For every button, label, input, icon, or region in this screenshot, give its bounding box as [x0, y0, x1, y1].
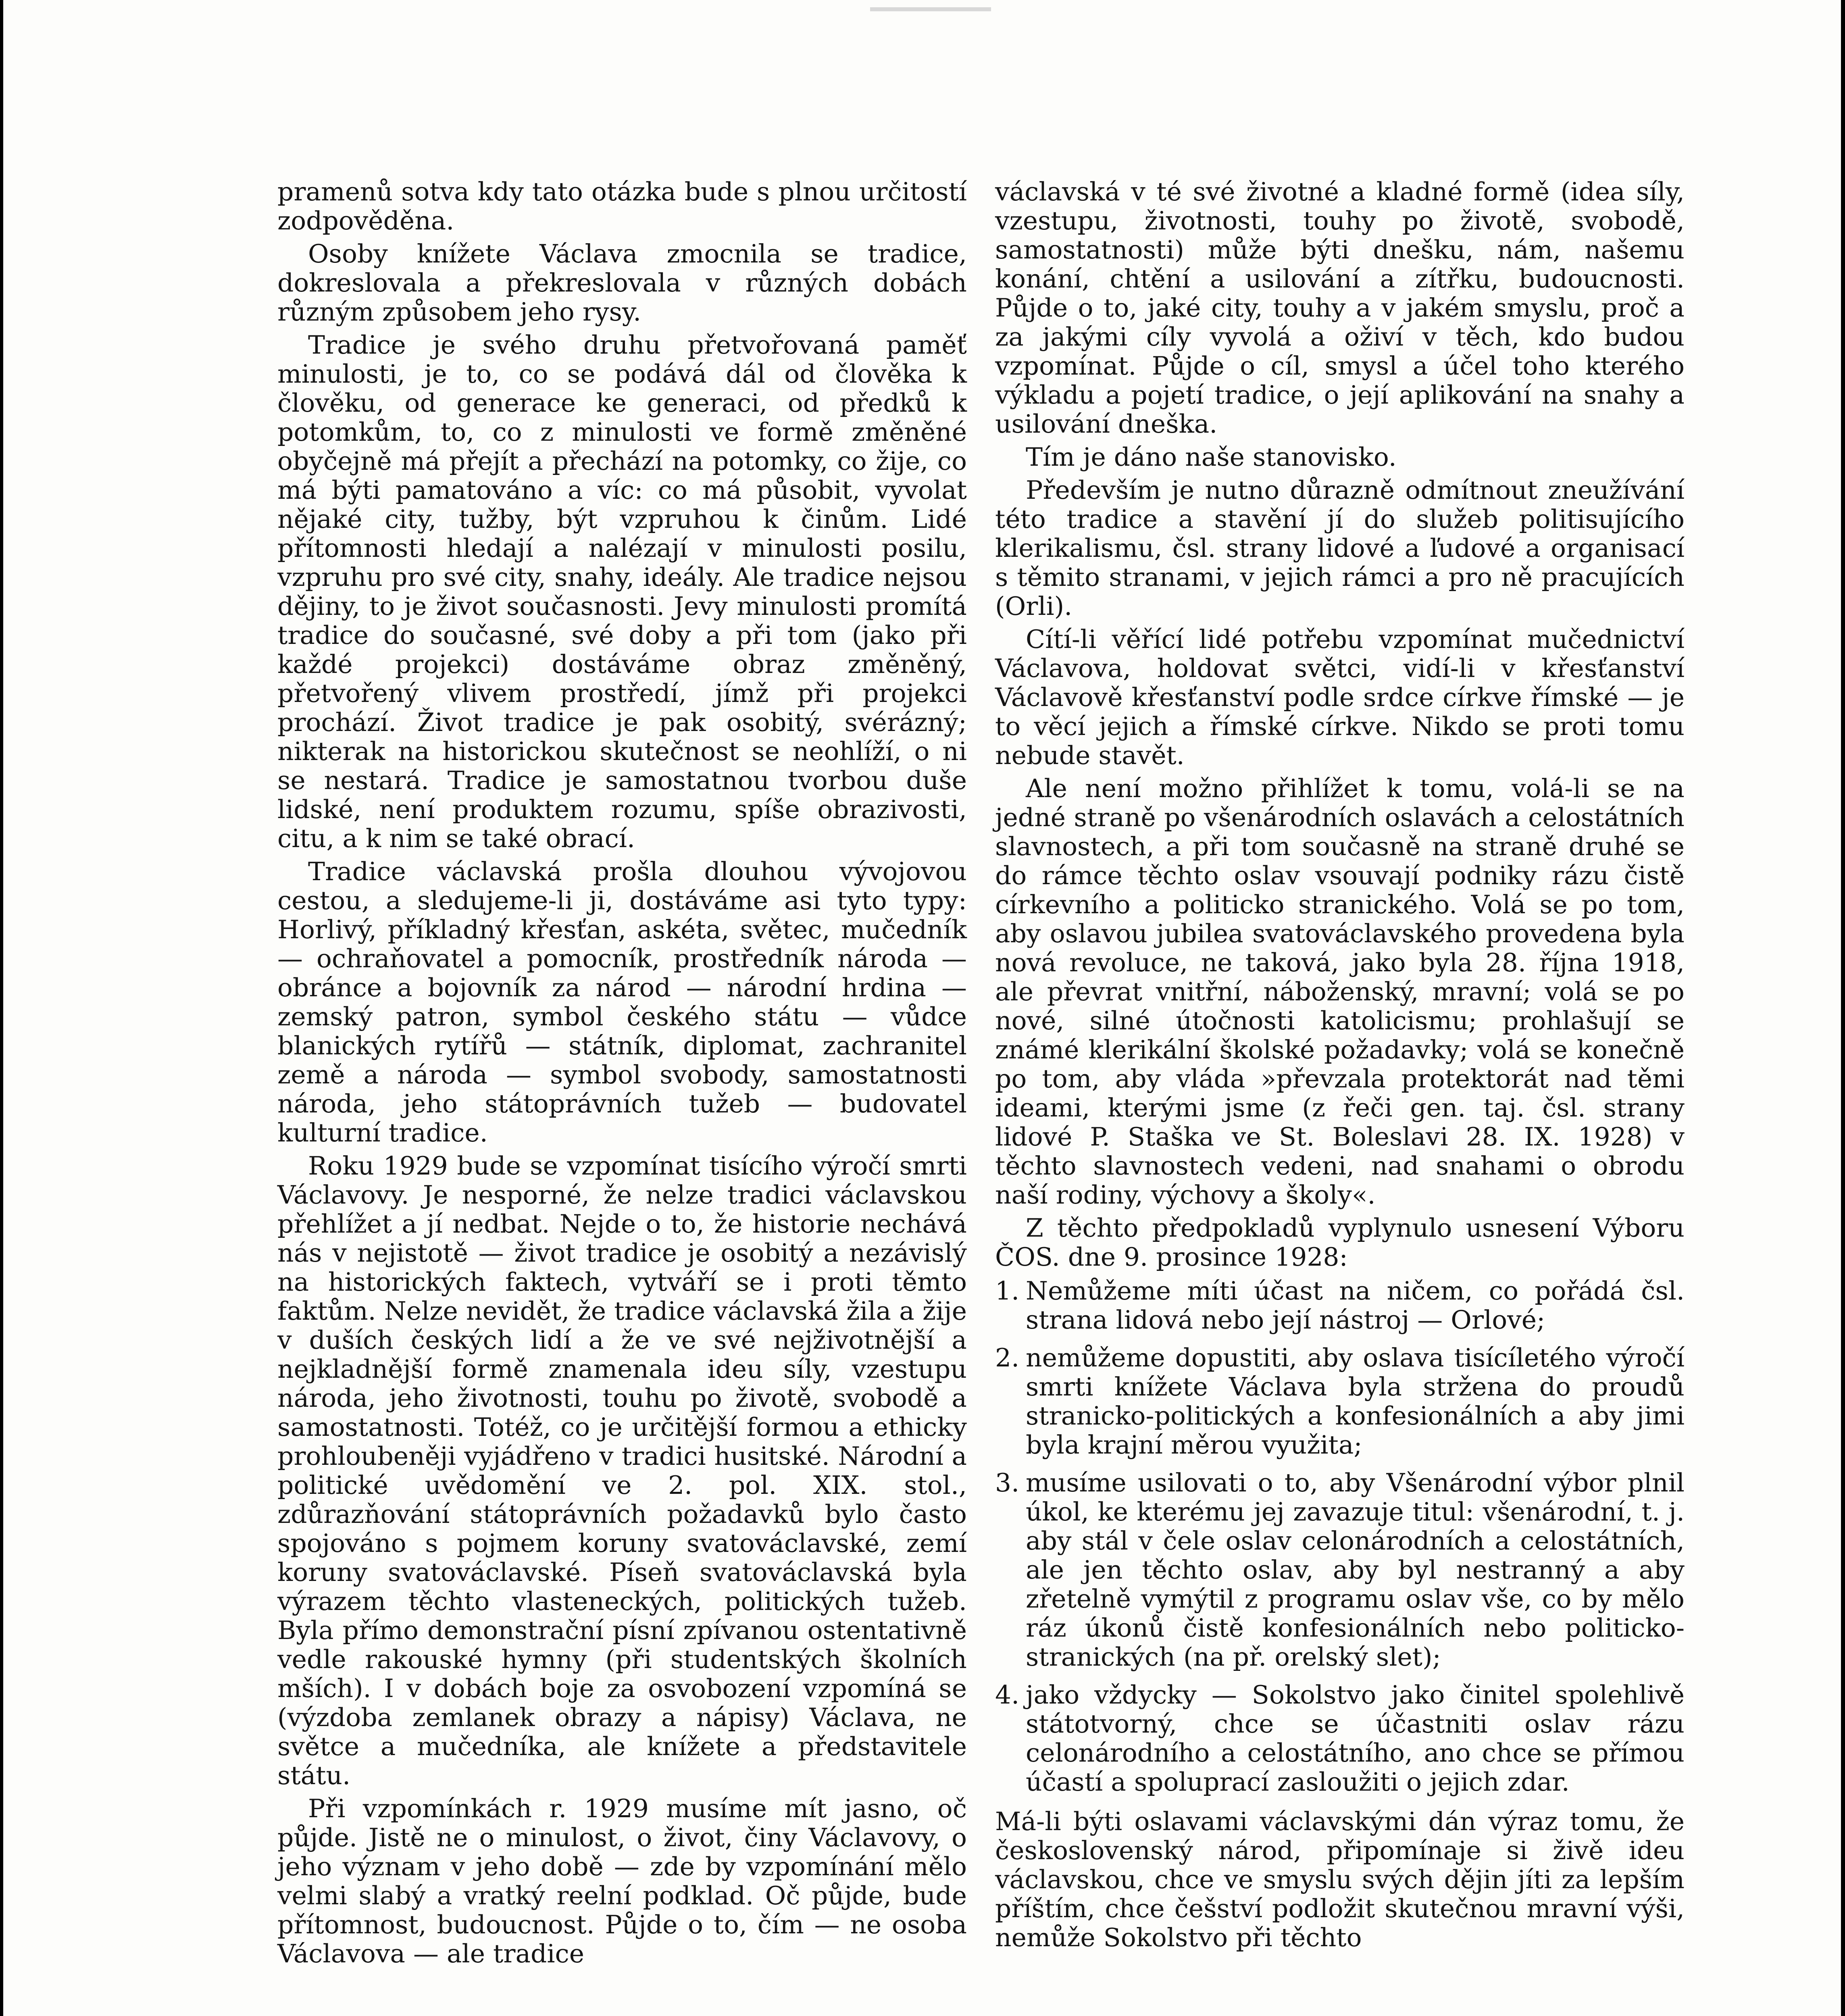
resolution-item-number: 3. [995, 1468, 1020, 1497]
top-scan-mark [870, 7, 991, 11]
right-paragraph-6: Z těchto předpokladů vyplynulo usnesení Výboru ČOS. dne 9. prosince 1928: [995, 1213, 1685, 1272]
left-paragraph-2: Osoby knížete Václava zmocnila se tradice, dokreslovala a překreslovala v různých dobách různým způsobem jeho rysy. [277, 239, 967, 327]
right-paragraph-7: Má-li býti oslavami václavskými dán výraz tomu, že československý národ, připomínaje si živě ideu václavskou, chce ve smyslu svých dějin jíti za lepším příštím, chce češství podložit skutečnou mravní výši, nemůže Sokolstvo při těchto [995, 1807, 1685, 1952]
resolution-item-number: 2. [995, 1343, 1020, 1372]
right-paragraph-3: Především je nutno důrazně odmítnout zneužívání této tradice a stavění jí do služeb politisujícího klerikalismu, čsl. strany lidové a ľudové a organisací s těmito stranami, v jejich rámci a pro ně pracujících (Orli). [995, 475, 1685, 621]
resolution-item-number: 4. [995, 1680, 1020, 1710]
resolution-item-text: jako vždycky — Sokolstvo jako činitel spolehlivě státotvorný, chce se účastniti oslav rázu celonárodního a celostátního, ano chce se přímou účastí a spoluprací zasloužiti o jejich zdar. [1026, 1680, 1685, 1797]
right-paragraph-2: Tím je dáno naše stanovisko. [1026, 442, 1397, 472]
right-paragraph-4: Cítí-li věřící lidé potřebu vzpomínat mučednictví Václavova, holdovat světci, vidí-li v křesťanství Václavově křesťanství podle srdce církve římské — je to věcí jejich a římské církve. Nikdo se proti tomu nebude stavět. [995, 625, 1685, 770]
left-paragraph-4: Tradice václavská prošla dlouhou vývojovou cestou, a sledujeme-li ji, dostáváme asi tyto typy: Horlivý, příkladný křesťan, askéta, světec, mučedník — ochraňovatel a pomocník, prostředník národa — obránce a bojovník za národ — národní hrdina — zemský patron, symbol českého státu — vůdce blanických rytířů — státník, diplomat, zachranitel země a národa — symbol svobody, samostatnosti národa, jeho státoprávních tužeb — budovatel kulturní tradice. [277, 857, 967, 1148]
right-column [995, 177, 1685, 1956]
right-paragraph-5: Ale není možno přihlížet k tomu, volá-li se na jedné straně po všenárodních oslavách a celostátních slavnostech, a při tom současně na straně druhé se do rámce těchto oslav vsouvají podniky rázu čistě církevního a politicko stranického. Volá se po tom, aby oslavou jubilea svatováclavského provedena byla nová revoluce, ne taková, jako byla 28. října 1918, ale převrat vnitřní, náboženský, mravní; volá se po nové, silné útočnosti katolicismu; prohlašují se známé klerikální školské požadavky; volá se konečně po tom, aby vláda »převzala protektorát nad těmi ideami, kterými jsme (z řeči gen. taj. čsl. strany lidové P. Staška ve St. Boleslavi 28. IX. 1928) v těchto slavnostech vedeni, nad snahami o obrodu naší rodiny, výchovy a školy«. [995, 774, 1685, 1210]
resolution-item-text: Nemůžeme míti účast na ničem, co pořádá čsl. strana lidová nebo její nástroj — Orlové; [1026, 1276, 1685, 1335]
resolution-item [995, 1343, 1685, 1460]
left-column [277, 177, 967, 1972]
left-paragraph-5: Roku 1929 bude se vzpomínat tisícího výročí smrti Václavovy. Je nesporné, že nelze tradici václavskou přehlížet a jí nedbat. Nejde o to, že historie nechává nás v nejistotě — život tradice je osobitý a nezávislý na historických faktech, vytváří se i proti těmto faktům. Nelze nevidět, že tradice václavská žila a žije v duších českých lidí a že ve své nejživotnější a nejkladnější formě znamenala ideu síly, vzestupu národa, jeho životnosti, touhu po životě, svobodě a samostatnosti. Totéž, co je určitější formou a ethicky prohloubeněji vyjádřeno v tradici husitské. Národní a politické uvědomění ve 2. pol. XIX. stol., zdůrazňování státoprávních požadavků bylo často spojováno s pojmem koruny svatováclavské, zemí koruny svatováclavské. Píseň svatováclavská byla výrazem těchto vlasteneckých, politických tužeb. Byla přímo demonstrační písní zpívanou ostentativně vedle rakouské hymny (při studentských školních mších). I v dobách boje za osvobození vzpomíná se (výzdoba zemlanek obrazy a nápisy) Václava, ne světce a mučedníka, ale knížete a představitele státu. [277, 1151, 967, 1790]
resolution-item [995, 1277, 1685, 1335]
resolution-item-text: musíme usilovati o to, aby Všenárodní výbor plnil úkol, ke kterému jej zavazuje titul: všenárodní, t. j. aby stál v čele oslav celonárodních a celostátních, ale jen těchto oslav, aby byl nestranný a aby zřetelně vymýtil z programu oslav vše, co by mělo ráz úkonů čistě konfesionálních nebo politicko-stranických (na př. orelský slet); [1026, 1468, 1685, 1672]
left-paragraph-3: Tradice je svého druhu přetvořovaná paměť minulosti, je to, co se podává dál od člověka k člověku, od generace ke generaci, od předků k potomkům, to, co z minulosti ve formě změněné obyčejně má přejít a přechází na potomky, co žije, co má býti pamatováno a víc: co má působit, vyvolat nějaké city, tužby, být vzpruhou k činům. Lidé přítomnosti hledají a nalézají v minulosti posilu, vzpruhu pro své city, snahy, ideály. Ale tradice nejsou dějiny, to je život současnosti. Jevy minulosti promítá tradice do současné, své doby a při tom (jako při každé projekci) dostáváme obraz změněný, přetvořený vlivem prostředí, jímž při projekci prochází. Život tradice je pak osobitý, svérázný; nikterak na historickou skutečnost se neohlíží, o ni se nestará. Tradice je samostatnou tvorbou duše lidské, není produktem rozumu, spíše obrazivosti, citu, a k nim se také obrací. [277, 330, 967, 853]
left-paragraph-6: Při vzpomínkách r. 1929 musíme mít jasno, oč půjde. Jistě ne o minulost, o život, činy Václavovy, o jeho význam v jeho době — zde by vzpomínání mělo velmi slabý a vratký reelní podklad. Oč půjde, bude přítomnost, budoucnost. Půjde o to, čím — ne osoba Václavova — ale tradice [277, 1794, 967, 1968]
right-paragraph-1: václavská v té své životné a kladné formě (idea síly, vzestupu, životnosti, touhy po životě, svobodě, samostatnosti) může býti dnešku, nám, našemu konání, chtění a usilování a zítřku, budoucnosti. Půjde o to, jaké city, touhy a v jakém smyslu, proč a za jakými cíly vyvolá a oživí v těch, kdo budou vzpomínat. Půjde o cíl, smysl a účel toho kterého výkladu a pojetí tradice, o její aplikování na snahy a usilování dneška. [995, 177, 1685, 439]
left-paragraph-1: pramenů sotva kdy tato otázka bude s plnou určitostí zodpověděna. [277, 177, 967, 235]
resolution-list [995, 1277, 1685, 1797]
resolution-item [995, 1681, 1685, 1797]
resolution-item-text: nemůžeme dopustiti, aby oslava tisícíletého výročí smrti knížete Václava byla stržena do proudů stranicko-politických a konfesionálních a aby jimi byla krajní měrou využita; [1026, 1343, 1685, 1460]
resolution-item-number: 1. [995, 1276, 1020, 1306]
resolution-item [995, 1468, 1685, 1672]
